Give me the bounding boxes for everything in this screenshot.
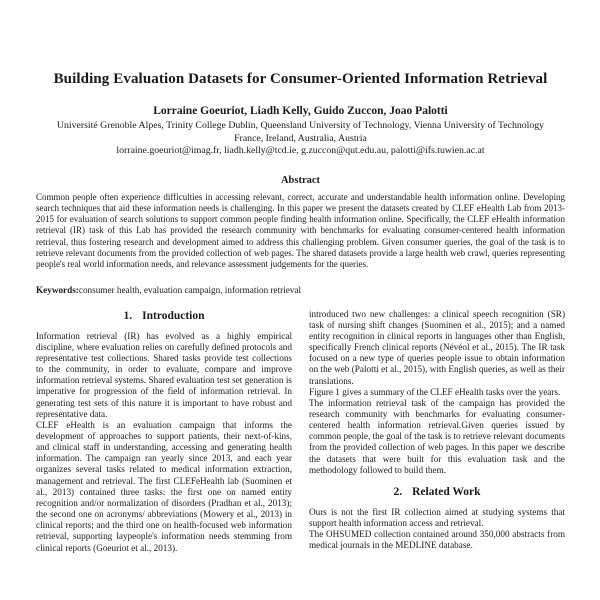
section-heading-related-work <box>309 485 565 499</box>
related-work-paragraph-2: The OHSUMED collection contained around 350,000 abstracts from medical journals in the MEDLINE database. <box>309 529 565 551</box>
intro-paragraph-1: Information retrieval (IR) has evolved as a highly empirical discipline, where evaluation relies on carefully defined protocols and representative test collections. Shared tasks provide test collections to the community, in order to evaluate, compare and improve information retrieval systems. Shared evaluation test set generation is imperative for progression of the field of information retrieval. In generating test sets of this nature it is important to have robust and representative data. <box>36 330 292 419</box>
intro-paragraph-3: introduced two new challenges: a clinical speech recognition (SR) task of nursing shift changes (Suominen et al., 2015); and a named entity recognition in clinical reports in languages other than English, specifically French clinical reports (Névéol et al., 2015). The IR task focused on a new type of queries people issue to obtain information on the web (Palotti et al., 2015), with English queries, as well as their translations. <box>309 308 565 386</box>
section-title-introduction: Introduction <box>142 309 205 322</box>
section-number-introduction: 1. <box>123 309 133 322</box>
intro-paragraph-4: Figure 1 gives a summary of the CLEF eHealth tasks over the years. <box>309 386 561 397</box>
authors-line: Lorraine Goeuriot, Liadh Kelly, Guido Zuccon, Joao Palotti <box>153 105 448 117</box>
keywords-text: consumer health, evaluation campaign, information retrieval <box>78 284 302 295</box>
abstract-text: Common people often experience difficulties in accessing relevant, correct, accurate and understandable health information online. Developing search techniques that aid these information needs is challenging. In this paper we present the datasets created by CLEF eHealth Lab from 2013-2015 for evaluation of search solutions to support common people finding health information online. Specifically, the CLEF eHealth information retrieval (IR) task of this Lab has provided the research community with benchmarks for evaluating consumer-centered health information retrieval, thus fostering research and development aimed to address this challenging problem. Given consumer queries, the goal of the task is to retrieve relevant documents from the provided collection of web pages. The shared datasets provide a large health web crawl, queries representing people's real world information needs, and relevance assessment judgements for the queries. <box>36 191 565 270</box>
affiliation-line-1: Université Grenoble Alpes, Trinity College Dublin, Queensland University of Technology, Vienna University of Technology <box>56 120 545 131</box>
emails-line: lorraine.goeuriot@imag.fr, liadh.kelly@tcd.ie, g.zuccon@qut.edu.au, palotti@ifs.tuwien.ac.at <box>116 145 485 156</box>
section-number-related-work: 2. <box>393 485 403 498</box>
abstract-heading: Abstract <box>280 174 321 186</box>
intro-paragraph-5: The information retrieval task of the campaign has provided the research community with benchmarks for evaluating consumer-centered health information retrieval.Given queries issued by common people, the goal of the task is to retrieve relevant documents from the provided collection of web pages. In this paper we describe the datasets that were built for this evaluation task and the methodology followed to build them. <box>309 397 565 475</box>
related-work-paragraph-1: Ours is not the first IR collection aimed at studying systems that support health information access and retrieval. <box>309 506 565 529</box>
two-column-body <box>36 309 565 554</box>
intro-paragraph-2: CLEF eHealth is an evaluation campaign that informs the development of approaches to support patients, their next-of-kins, and clinical staff in understanding, accessing and generating health information. The campaign ran yearly since 2013, and each year organizes several tasks related to medical information extraction, management and retrieval. The first CLEFeHealth lab (Suominen et al., 2013) contained three tasks: the first one on named entity recognition and/or normalization of disorders (Pradhan et al., 2013); the second one on acronyms/ abbreviations (Mowery et al., 2013) in clinical reports; and the third one on health-focused web information retrieval, supporting laypeople's information needs stemming from clinical reports (Goeuriot et al., 2013). <box>36 419 292 553</box>
keywords-line <box>36 285 565 296</box>
affiliation-line-2: France, Ireland, Australia, Austria <box>234 132 367 144</box>
section-title-related-work: Related Work <box>412 485 481 498</box>
keywords-label: Keywords: <box>36 284 79 295</box>
page-title: Building Evaluation Datasets for Consumer-Oriented Information Retrieval <box>53 71 548 87</box>
column-right <box>309 309 565 554</box>
column-left <box>36 309 292 554</box>
section-heading-introduction <box>36 309 292 323</box>
